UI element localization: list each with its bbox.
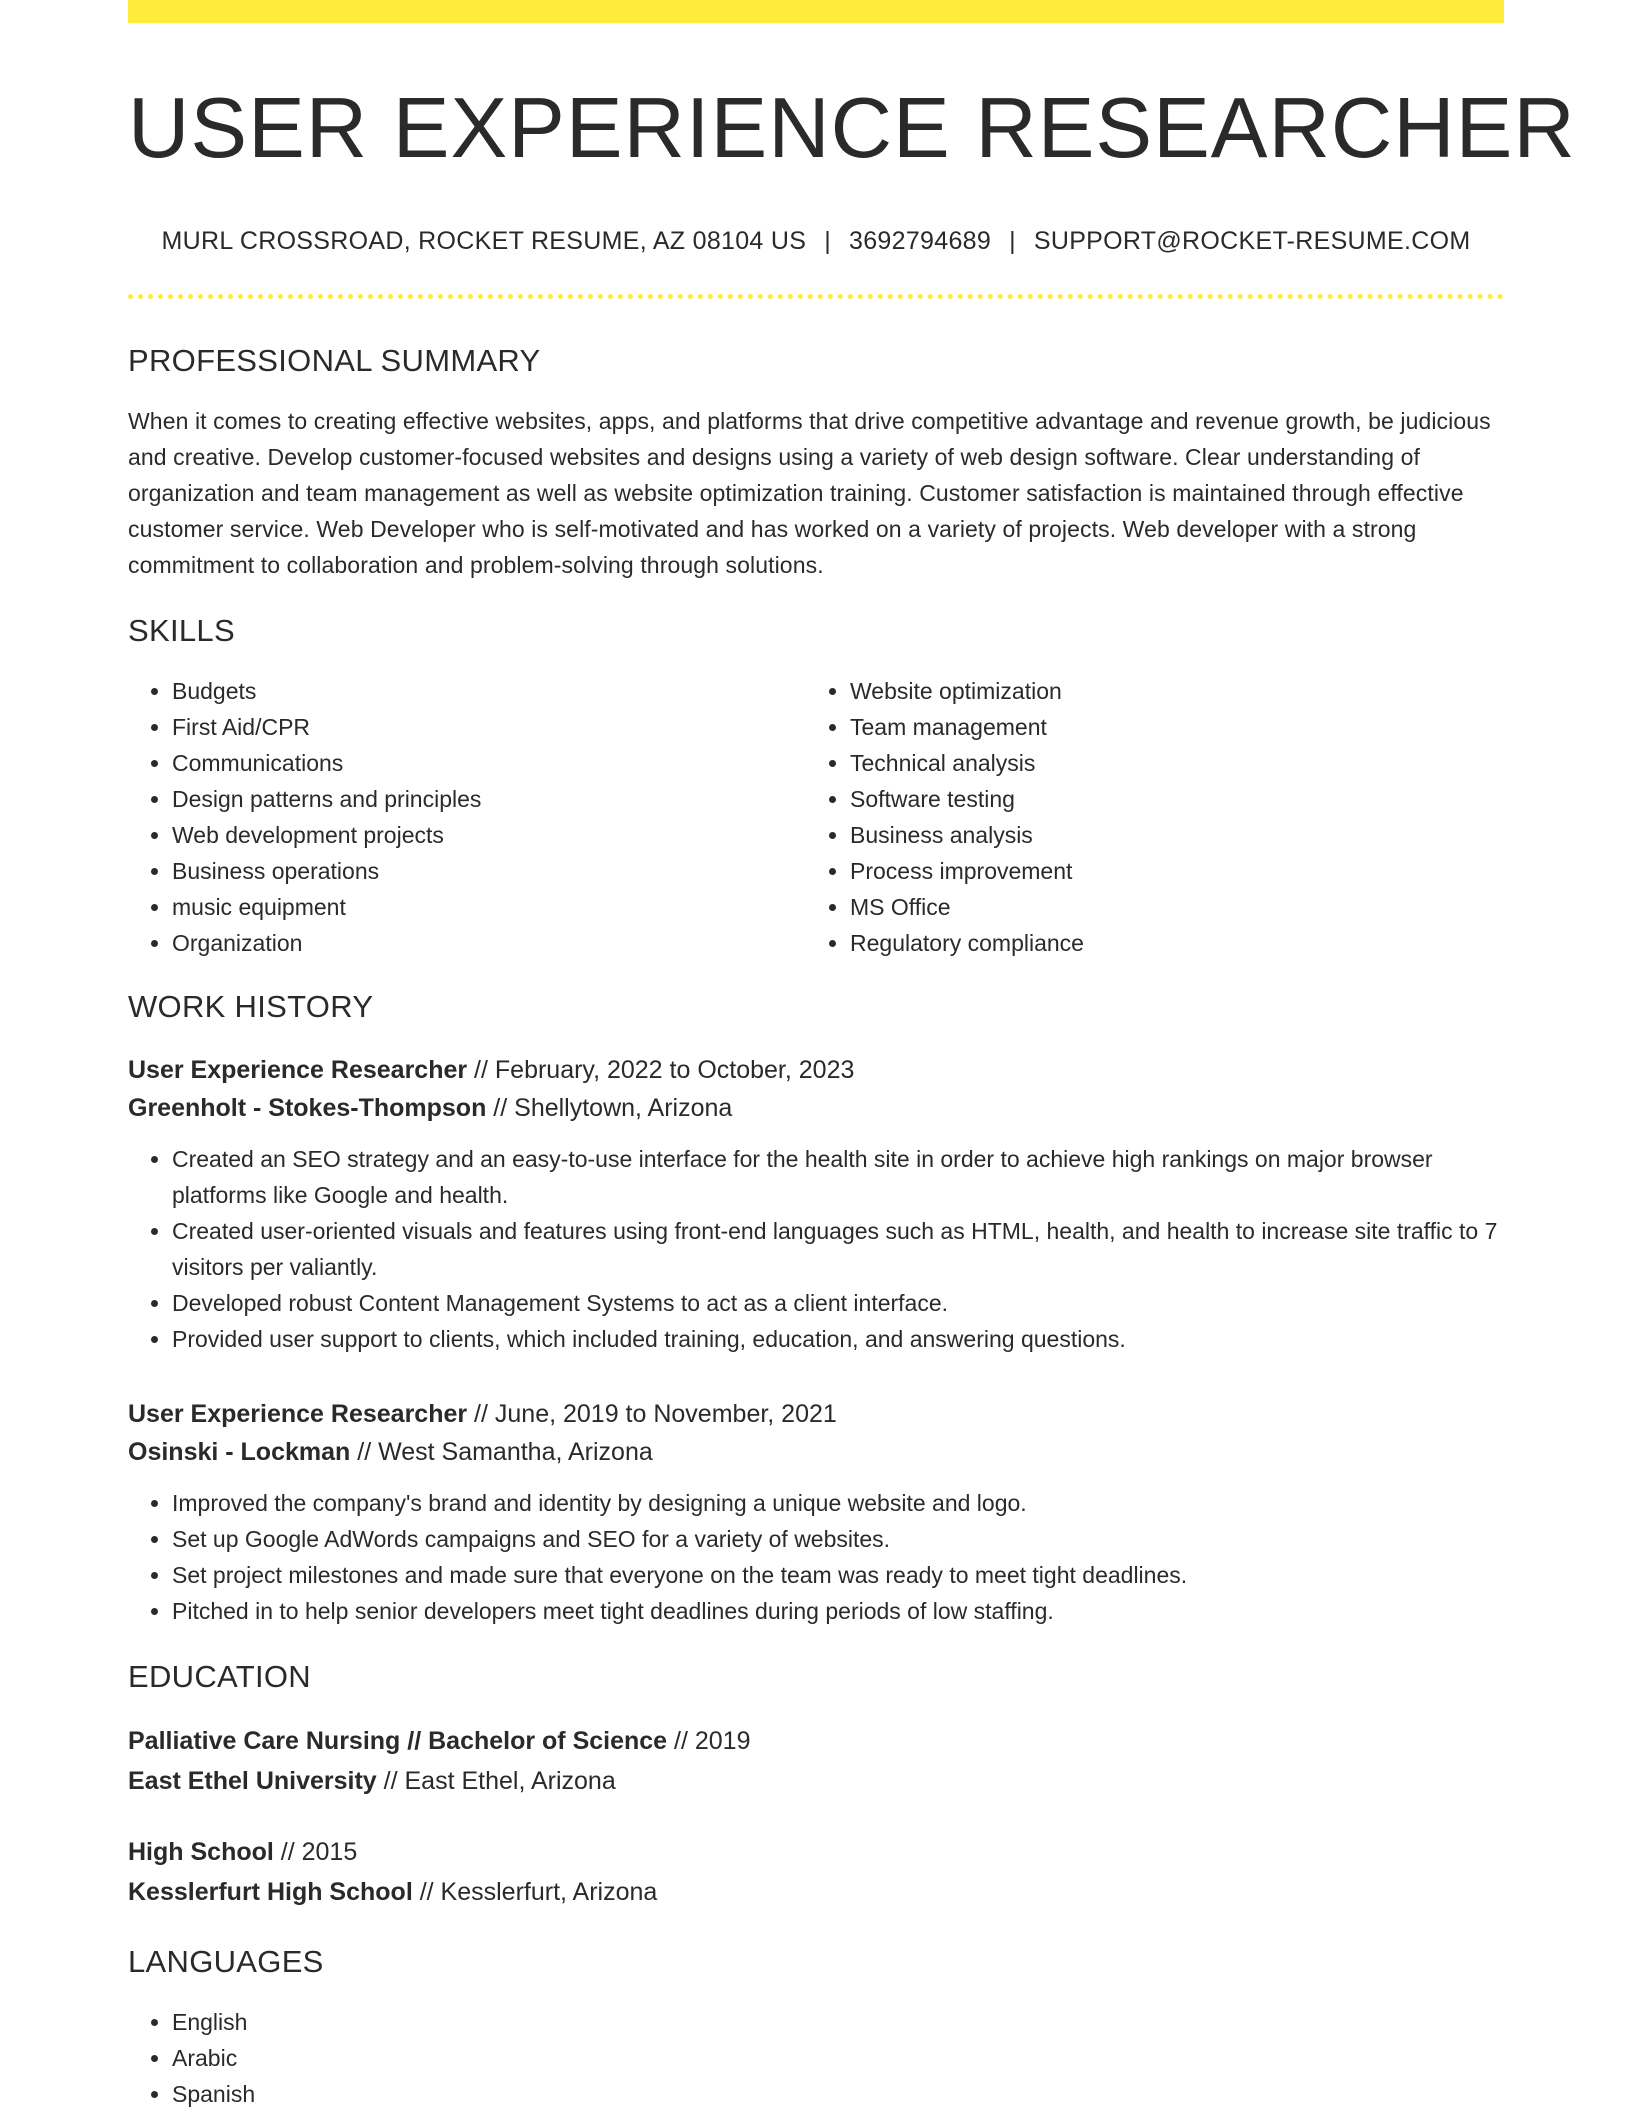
job-company-line: [128, 1089, 1504, 1127]
education-degree-line: [128, 1721, 1504, 1761]
job-bullet: • Developed robust Content Management Systems to act as a client interface.: [172, 1285, 1504, 1321]
job-bullets: [128, 1141, 1504, 1357]
skill-item: • Website optimization: [850, 673, 1490, 709]
skills-list: [128, 673, 1504, 961]
job-bullet: • Improved the company's brand and identity by designing a unique website and logo.: [172, 1485, 1504, 1521]
work-history-heading: WORK HISTORY: [128, 988, 374, 1024]
job-entry: [128, 1051, 1504, 1357]
contact-email: SUPPORT@ROCKET-RESUME.COM: [1033, 226, 1471, 255]
top-accent-bar: [128, 0, 1504, 23]
skill-item: • MS Office: [850, 889, 1490, 925]
contact-separator: |: [1009, 226, 1016, 255]
skills-column-left: [128, 673, 806, 961]
dotted-divider: [128, 294, 1504, 299]
language-item: • English: [172, 2004, 1504, 2040]
contact-address: MURL CROSSROAD, ROCKET RESUME, AZ 08104 US: [161, 226, 807, 255]
education-location: // East Ethel, Arizona: [376, 1766, 616, 1795]
summary-heading: PROFESSIONAL SUMMARY: [128, 342, 541, 378]
education-school: East Ethel University: [128, 1766, 377, 1795]
job-entry: [128, 1395, 1504, 1629]
education-year: // 2019: [667, 1726, 751, 1755]
job-company-line: [128, 1433, 1504, 1471]
job-bullets: [128, 1485, 1504, 1629]
skill-item: • Regulatory compliance: [850, 925, 1490, 961]
contact-phone: 3692794689: [849, 226, 992, 255]
education-heading: EDUCATION: [128, 1658, 311, 1694]
job-role: User Experience Researcher: [128, 1055, 468, 1084]
job-bullet: • Created user-oriented visuals and features using front-end languages such as HTML, health, and health to increase site traffic to 7 visitors per valiantly.: [172, 1213, 1504, 1285]
summary-text: When it comes to creating effective websites, apps, and platforms that drive competitive advantage and revenue growth, be judicious and creative. Develop customer-focused websites and designs using a variety of web design software. Clear understanding of organization and team management as well as website optimization training. Customer satisfaction is maintained through effective customer service. Web Developer who is self-motivated and has worked on a variety of projects. Web developer with a strong commitment to collaboration and problem-solving through solutions.: [128, 407, 1491, 578]
skill-item: • Organization: [172, 925, 806, 961]
skills-heading: SKILLS: [128, 612, 235, 648]
skill-item: • Communications: [172, 745, 806, 781]
job-location: // Shellytown, Arizona: [486, 1093, 733, 1122]
skills-column-right: [806, 673, 1490, 961]
job-role-line: [128, 1051, 1504, 1089]
education-degree-line: [128, 1832, 1504, 1872]
skill-item: • music equipment: [172, 889, 806, 925]
education-year: // 2015: [273, 1837, 358, 1866]
resume-page: [128, 0, 1576, 2112]
contact-separator: |: [824, 226, 832, 255]
job-company: Osinski - Lockman: [128, 1437, 351, 1466]
skill-item: • Software testing: [850, 781, 1490, 817]
skill-item: • First Aid/CPR: [172, 709, 806, 745]
skill-item: • Budgets: [172, 673, 806, 709]
contact-line: [128, 227, 1504, 256]
languages-heading: LANGUAGES: [128, 1943, 324, 1979]
education-degree: High School: [128, 1837, 274, 1866]
job-bullet: • Set up Google AdWords campaigns and SEO for a variety of websites.: [172, 1521, 1504, 1557]
job-bullet: • Provided user support to clients, which included training, education, and answering questions.: [172, 1321, 1504, 1357]
job-dates: // June, 2019 to November, 2021: [467, 1399, 837, 1428]
education-school-line: [128, 1761, 1504, 1801]
skill-item: • Business operations: [172, 853, 806, 889]
education-school: Kesslerfurt High School: [128, 1877, 413, 1906]
education-school-line: [128, 1872, 1504, 1912]
education-entry: [128, 1832, 1504, 1912]
resume-title: USER EXPERIENCE RESEARCHER: [128, 81, 1576, 176]
education-entry: [128, 1721, 1504, 1801]
language-item: • Arabic: [172, 2040, 1504, 2076]
skill-item: • Design patterns and principles: [172, 781, 806, 817]
job-role-line: [128, 1395, 1504, 1433]
job-bullet: • Set project milestones and made sure that everyone on the team was ready to meet tight deadlines.: [172, 1557, 1504, 1593]
job-role: User Experience Researcher: [128, 1399, 468, 1428]
skill-item: • Business analysis: [850, 817, 1490, 853]
language-item: • Spanish: [172, 2076, 1504, 2112]
job-dates: // February, 2022 to October, 2023: [467, 1055, 855, 1084]
job-company: Greenholt - Stokes-Thompson: [128, 1093, 487, 1122]
education-location: // Kesslerfurt, Arizona: [412, 1877, 658, 1906]
skill-item: • Process improvement: [850, 853, 1490, 889]
job-bullet: • Created an SEO strategy and an easy-to-use interface for the health site in order to achieve high rankings on major browser platforms like Google and health.: [172, 1141, 1504, 1213]
languages-list: [128, 2004, 1504, 2112]
skill-item: • Technical analysis: [850, 745, 1490, 781]
job-location: // West Samantha, Arizona: [350, 1437, 653, 1466]
job-bullet: • Pitched in to help senior developers meet tight deadlines during periods of low staffing.: [172, 1593, 1504, 1629]
skill-item: • Web development projects: [172, 817, 806, 853]
skill-item: • Team management: [850, 709, 1490, 745]
education-degree: Palliative Care Nursing // Bachelor of Science: [128, 1726, 668, 1755]
